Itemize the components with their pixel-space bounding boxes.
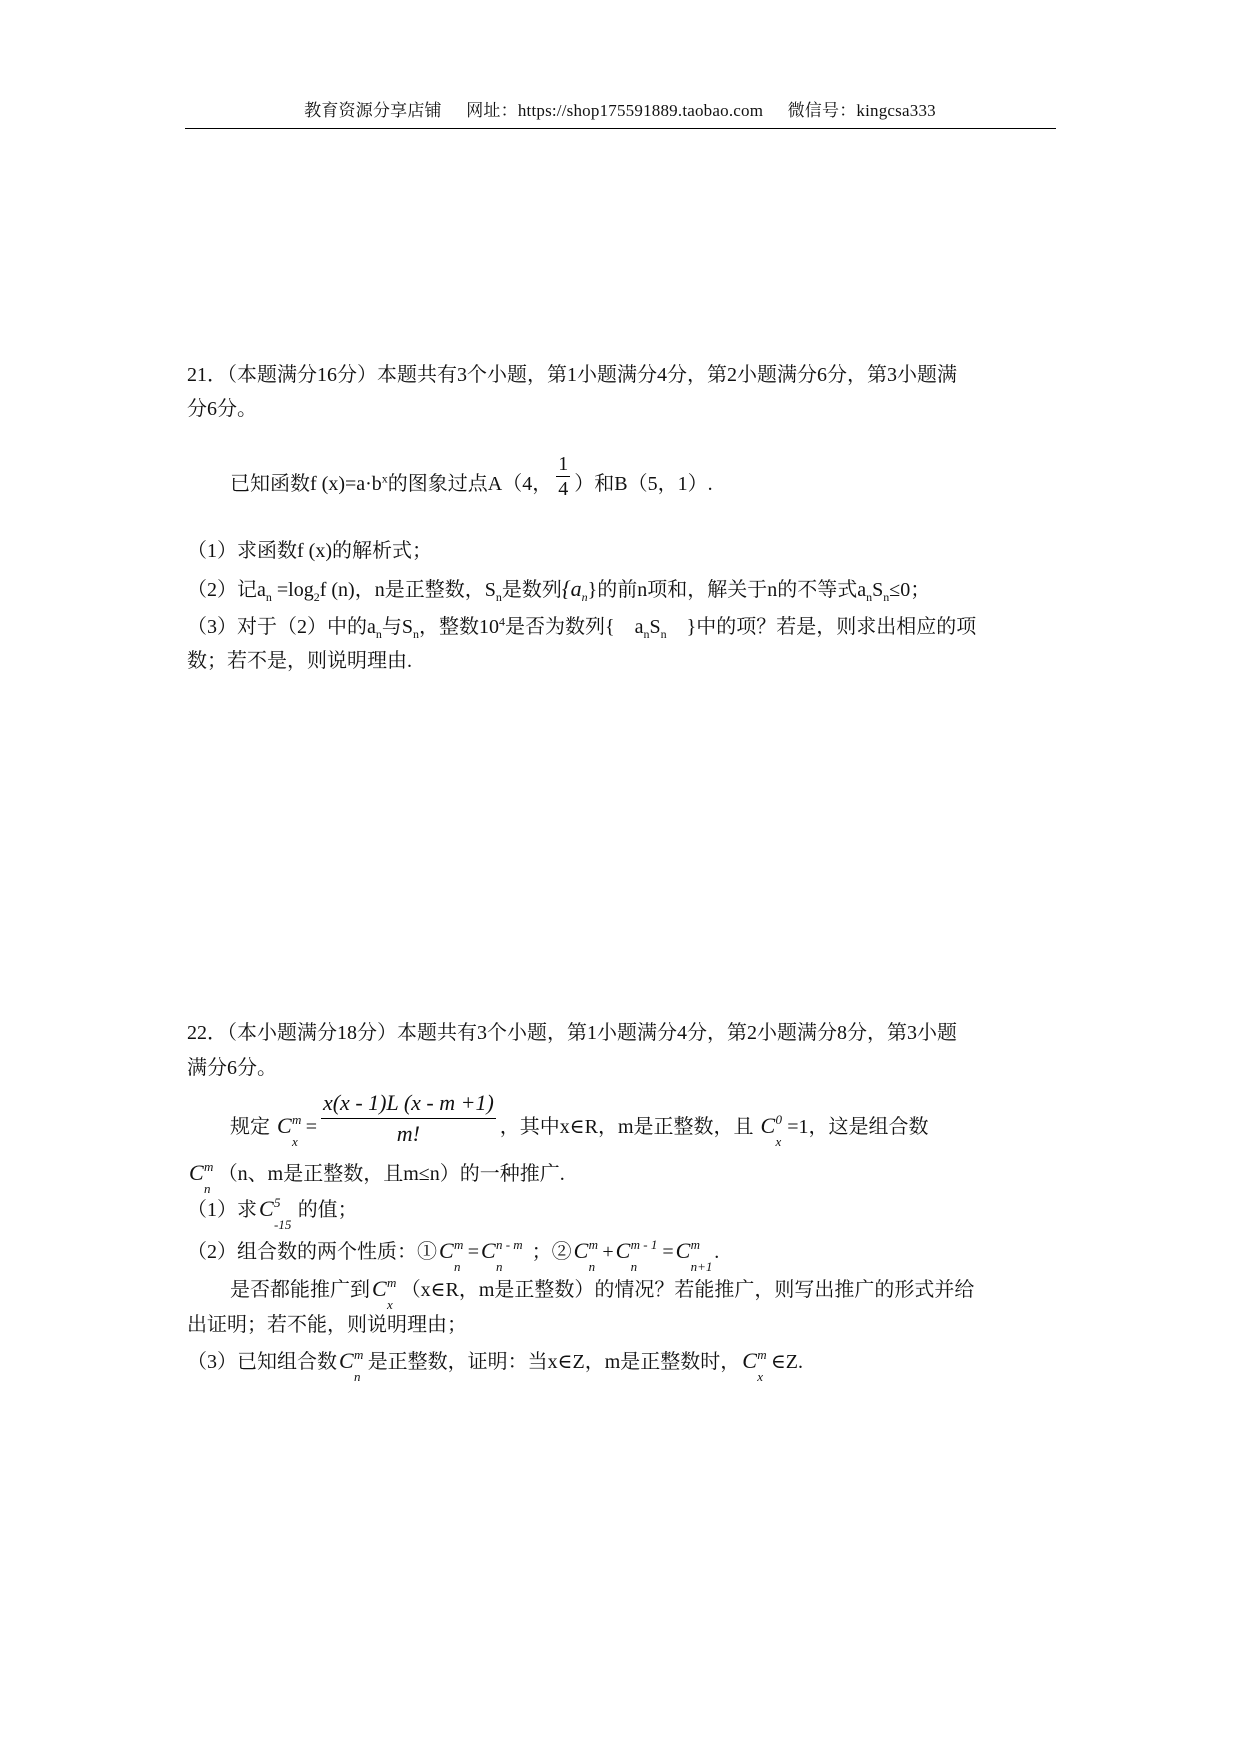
wechat-id: 微信号：kingcsa333 [787,101,936,120]
header-divider [185,128,1056,129]
comb-C-x-m: C m x [277,1112,302,1150]
page-header [185,96,1055,121]
q21-part1: （1）求函数f (x)的解析式； [187,540,432,562]
shop-name: 教育资源分享店铺 [304,101,442,120]
q22-part2-line2: 是否都能推广到C m x （x∈R，m是正整数）的情况？若能推广，则写出推广的形式并给 [230,1275,975,1312]
q21-intro-line1: 21．（本题满分16分）本题共有3个小题，第1小题满分4分，第2小题满分6分，第3小题满 [187,364,957,386]
q22-intro-line1: 22．（本小题满分18分）本题共有3个小题，第1小题满分4分，第2小题满分8分，第3小题 [187,1022,957,1044]
q22-part2-line3: 出证明；若不能，则说明理由； [187,1314,467,1336]
q21-given: 已知函数f $(x)=a\cdot b^x$的图象过点A（4， $\frac{1}{4}$ ）和B（5，1）. [230,453,713,500]
q21-part3-line2: 数；若不是，则说明理由. [187,650,412,672]
q22-part2: （2）组合数的两个性质：①C m n =C n - m n ；②C m n +C m - 1 n =C m n+1 . [187,1237,720,1274]
q22-intro-line2: 满分6分。 [187,1057,277,1079]
comb-definition-fraction: $\frac{x(x - 1)L (x - m +1)}{m!}$ [321,1088,496,1149]
q22-part3: （3）已知组合数C m n 是正整数，证明：当x∈Z，m是正整数时，C m x ∈Z. [187,1347,803,1384]
comb-C-x-0: C 0 x [760,1112,782,1150]
q21-part3: （3）对于（2）中的$a_n$与$S_n$，整数$10^4$是否为数列{ $a_nS_n$ }中的项？若是，则求出相应的项 [187,614,977,641]
q22-definition: 规定 C m x = $\frac{x(x - 1)L (x - m +1)}{m!}$ ，其中x∈R，m是正整数，且 C 0 x =1，这是组合数 [230,1090,929,1150]
fraction-one-quarter: $\frac{1}{4}$ [558,453,569,500]
q21-part2: （2）记$a_n =\log_2f$ (n)，n是正整数，$S_n$是数列$\{a_n\}$的前n项和，解关于n的不等式$a_nS_n\le 0$； [187,576,931,604]
q22-part1: （1）求C 5 -15 的值； [187,1195,358,1232]
q21-intro-line2: 分6分。 [187,398,257,420]
q22-definition-line2: C m n （n、m是正整数，且m≤n）的一种推广. [189,1159,565,1196]
shop-url: 网址：https://shop175591889.taobao.com [466,101,764,120]
